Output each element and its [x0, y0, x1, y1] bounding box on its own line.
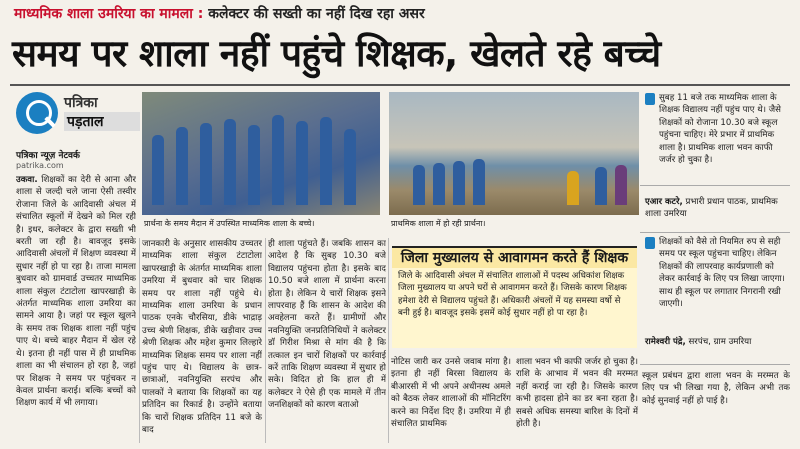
kicker-text: कलेक्टर की सख्ती का नहीं दिख रहा असर — [203, 6, 425, 22]
side-divider — [640, 232, 790, 233]
article-column-3: ही शाला पहुंचते हैं। जबकि शासन का आदेश है कि सुबह 10.30 बजे विद्यालय पहुंचना होता है। इसके बाद 10.50 बजे शाला में प्रार्थना करना होता है। लेकिन ये चारों शिक्षक इसने लापरवाह हैं कि शासन के आदेश की अवहेलना करते हैं। ग्रामीणों और नवनियुक्ति जनप्रतिनिधियों ने कलेक्टर डॉ गिरीश मिश्रा से मांग की है कि तत्काल इन चारों शिक्षकों पर कार्रवाई करें ताकि शिक्षण व्यवस्था में सुधार हो सके। विदित हो कि हाल ही में कलेक्टर ने ऐसे ही एक मामले में तीन जनशिक्षकों को कारण बताओ — [268, 239, 386, 411]
student-figure — [248, 125, 260, 205]
side-divider — [640, 185, 790, 186]
student-figure — [152, 135, 164, 205]
side-quote-1-text: सुबह 11 बजे तक माध्यमिक शाला के शिक्षक विद्यालय नहीं पहुंच पाए थे। जैसे शिक्षकों को रोजाना 10.30 बजे स्कूल पहुंचना चाहिए। मेरे प्रभार में प्राथमिक शाला है। प्राथमिक शाला भवन काफी जर्जर हो चुका है। — [659, 93, 781, 166]
student-figure — [595, 167, 607, 205]
photo-caption-1: प्रार्थना के समय मैदान में उपस्थित माध्यमिक शाला के बच्चे। — [144, 219, 315, 228]
side-quote-2-text: शिक्षकों को वैसे तो नियमित रुप से सही समय पर स्कूल पहुंचना चाहिए। लेकिन शिक्षकों की लापरवाह कार्यप्रणाली को लेकर कार्रवाई के लिए पत्र लिखा जाएगा। साथ ही स्कूल पर लगातार निगरानी रखी जाएगी। — [659, 237, 785, 310]
student-figure — [413, 165, 425, 205]
column-divider — [139, 238, 140, 443]
side-quote-1 — [645, 92, 791, 182]
box-heading: जिला मुख्यालय से आवागमन करते हैं शिक्षक — [392, 246, 637, 268]
box-text: जिले के आदिवासी अंचल में संचालित शालाओं में पदस्थ अधिकांश शिक्षक जिला मुख्यालय या अपने घरों से आवागमन करते हैं। जिसके कारण शिक्षक हमेशा देरी से विद्यालय पहुंचते हैं। अधिकारी अंचलों में यह समस्या वर्षो से बनी हुई है। बावजूद इसके इसमें कोई सुधार नहीं हो पा रहा है। — [398, 271, 627, 319]
quote-icon — [645, 237, 655, 249]
site-url: patrika.com — [16, 161, 64, 170]
column-divider — [388, 238, 389, 443]
quote-2-name: रामेश्वरी पंद्रे, — [645, 337, 686, 347]
dateline: उकवा. — [16, 175, 38, 185]
student-figure — [433, 163, 445, 205]
side-divider — [640, 364, 790, 365]
kicker — [14, 4, 794, 24]
student-figure — [200, 123, 212, 205]
quote-1-name: एआर कटरे, — [645, 197, 683, 207]
column-1-text: शिक्षकों का देरी से आना और शाला से जल्दी चले जाना ऐसी तस्वीर रोजाना जिले के आदिवासी अंचल में संचालित स्कूलों में देखने को मिल रही है। इधर, कलेक्टर के द्वारा सख्ती भी बरती जा रही है। बावजूद इसके आदिवासी अंचलों में शिक्षण व्यवस्था में सुधार नहीं हो पा रहा है। ताजा मामला बुधवार को ग्रामवार्ड उच्चतर माध्यमिक शाला संकुल टंटाटोला खापरखाड़ी के अंतर्गत माध्यमिक शाला उमरिया का सामने आया है। जहां पर स्कूल खुलने के समय तक शिक्षक शाला नहीं पहुंच पाए थे। बच्चे बाहर मैदान में खेल रहे थे। इतना ही नहीं पास में ही प्राथमिक शाला का भी संचालन हो रहा है, जहां पर शिक्षक ने समय पर पहुंचकर न केवल प्रार्थना कराई। बल्कि बच्चों को शिक्षण कार्य में भी लगाया। — [16, 175, 136, 409]
photo-students-assembly — [142, 92, 380, 215]
headline: समय पर शाला नहीं पहुंचे शिक्षक, खेलते रहे बच्चे — [12, 32, 661, 75]
article-column-4: नोटिस जारी कर उनसे जवाब मांगा है। इतना ही नहीं बिरसा विद्यालय के बीआरसी में भी अपने अधीनस्थ अमले को बैठक लेकर शालाओं की मॉनिटरिंग करने का निर्देश दिए हैं। उमरिया में ही संचालित प्राथमिक — [391, 357, 511, 430]
brand-line2: पड़ताल — [64, 112, 140, 131]
article-column-2: जानकारी के अनुसार शासकीय उच्चतर माध्यमिक शाला संकुल टंटाटोला खापरखाड़ी के अंतर्गत माध्यमिक शाला उमरिया में बुधवार को चार शिक्षक समय पर शाला नहीं पहुंचे थे। माध्यमिक शाला उमरिया के प्रधान पाठक एनके चौरसिया, डीके भाद्राड़ उच्च श्रेणी शिक्षक, डीके खड़ीवार उच्च श्रेणी शिक्षक और महेश कुमार लिल्हारे माध्यमिक शिक्षक समय पर शाला नहीं पहुंच पाए थे। विद्यालय के छात्र-छात्राओं, नवनियुक्ति सरपंच और पालकों ने बताया कि शिक्षकों का यह प्रतिदिन का रिकार्ड है। उन्होंने बताया कि चारों शिक्षक प्रतिदिन 11 बजे के बाद — [142, 239, 262, 436]
article-column-1 — [16, 174, 136, 444]
byline: पत्रिका न्यूज़ नेटवर्क — [16, 151, 80, 161]
side-quote-2 — [645, 236, 791, 332]
article-column-5: शाला भवन भी काफी जर्जर हो चुका है। राशि के आभाव में भवन की मरम्मत नहीं कराई जा रही है। जिसके कारण कभी हादसा होने का डर बना रहता है। सबसे अधिक समस्या बारिश के दिनों में होती है। — [516, 357, 638, 430]
photo-primary-school-prayer — [389, 92, 639, 215]
student-figure — [567, 171, 579, 205]
student-figure — [473, 159, 485, 205]
quote-2-role: सरपंच, ग्राम उमरिया — [685, 337, 752, 347]
brand-line1: पत्रिका — [64, 95, 98, 111]
quote-1-role: प्रभारी प्रधान पाठक, प्राथमिक शाला उमरिया — [645, 197, 778, 220]
student-figure — [320, 117, 332, 205]
article-column-6: स्कूल प्रबंधन द्वारा शाला भवन के मरम्मत के लिए पत्र भी लिखा गया है, लेकिन अभी तक कोई सुनवाई नहीं हो पाई है। — [642, 371, 790, 406]
student-figure — [615, 165, 627, 205]
student-figure — [344, 129, 356, 205]
quote-icon — [645, 93, 655, 105]
headline-rule — [10, 84, 790, 86]
student-figure — [453, 161, 465, 205]
student-figure — [224, 119, 236, 205]
kicker-label: माध्यमिक शाला उमरिया का मामला : — [14, 6, 204, 22]
photo-caption-2: प्राथमिक शाला में हो रही प्रार्थना। — [391, 219, 486, 228]
column-divider — [265, 238, 266, 443]
student-figure — [176, 127, 188, 205]
student-figure — [296, 121, 308, 205]
side-quote-1-attribution — [645, 196, 791, 221]
student-figure — [272, 115, 284, 205]
side-quote-2-attribution — [645, 336, 791, 348]
